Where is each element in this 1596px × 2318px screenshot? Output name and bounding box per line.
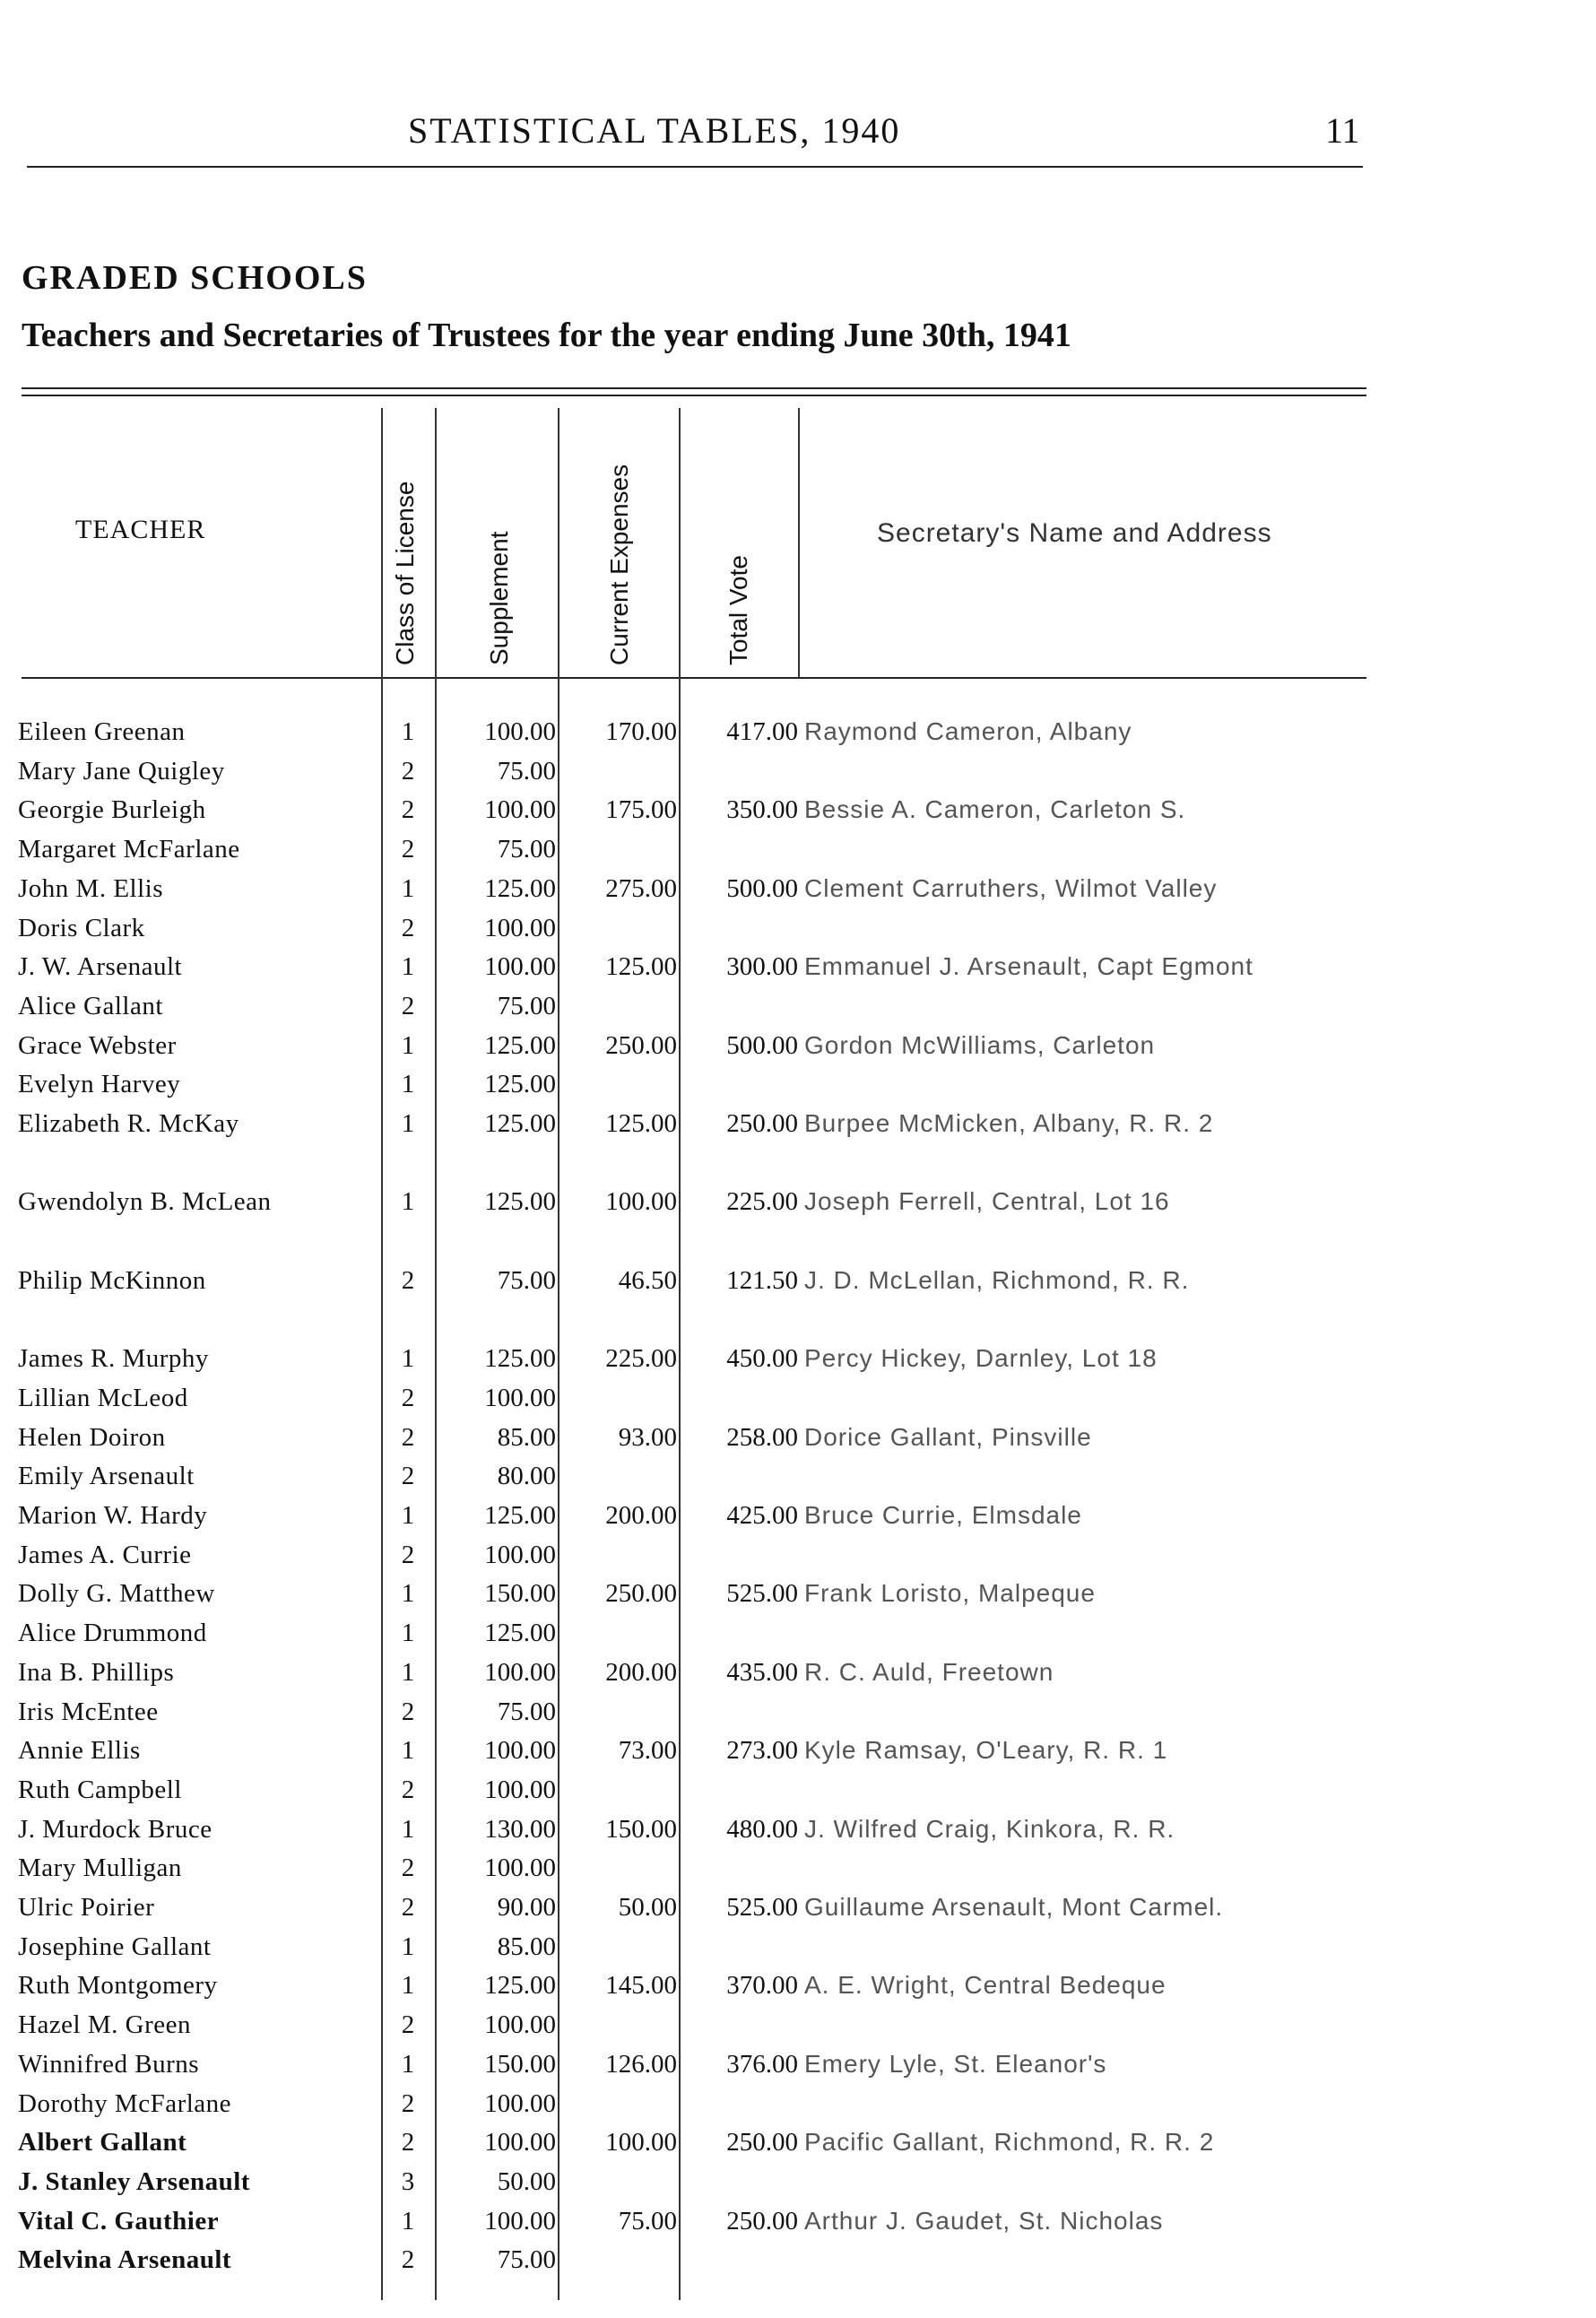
cell-teacher: Philip McKinnon <box>18 1265 206 1295</box>
cell-teacher: Mary Mulligan <box>18 1854 182 1883</box>
cell-secretary: Pacific Gallant, Richmond, R. R. 2 <box>804 2128 1215 2157</box>
column-divider <box>798 408 800 677</box>
cell-teacher: J. Murdock Bruce <box>18 1814 213 1844</box>
cell-teacher: Mary Jane Quigley <box>18 756 225 786</box>
cell-supplement: 85.00 <box>497 1422 556 1452</box>
cell-class: 2 <box>401 1462 415 1491</box>
cell-class: 1 <box>401 1579 415 1609</box>
cell-secretary: Gordon McWilliams, Carleton <box>804 1030 1156 1059</box>
cell-current: 93.00 <box>618 1422 677 1452</box>
cell-class: 1 <box>401 1736 415 1766</box>
cell-supplement: 125.00 <box>484 1619 556 1648</box>
cell-teacher: Alice Gallant <box>18 991 163 1020</box>
cell-supplement: 100.00 <box>484 2010 556 2040</box>
cell-teacher: Helen Doiron <box>18 1422 166 1452</box>
cell-teacher: Josephine Gallant <box>18 1932 212 1961</box>
cell-class: 1 <box>401 1971 415 2001</box>
cell-secretary: Bessie A. Cameron, Carleton S. <box>804 795 1186 824</box>
cell-teacher: Doris Clark <box>18 913 145 942</box>
cell-current: 50.00 <box>618 1893 677 1922</box>
page-number: 11 <box>1325 110 1360 151</box>
cell-supplement: 100.00 <box>484 913 556 942</box>
header-bottom-rule <box>22 677 1366 679</box>
cell-teacher: Alice Drummond <box>18 1619 207 1648</box>
cell-teacher: Gwendolyn B. McLean <box>18 1187 272 1217</box>
cell-class: 1 <box>401 1932 415 1961</box>
cell-class: 1 <box>401 952 415 982</box>
cell-total: 450.00 <box>726 1344 798 1374</box>
cell-class: 1 <box>401 1187 415 1217</box>
cell-current: 250.00 <box>605 1030 677 1060</box>
cell-supplement: 100.00 <box>484 2206 556 2236</box>
cell-secretary: Frank Loristo, Malpeque <box>804 1579 1096 1608</box>
cell-supplement: 125.00 <box>484 1187 556 1217</box>
column-divider <box>558 408 559 2300</box>
cell-teacher: Marion W. Hardy <box>18 1501 208 1530</box>
cell-total: 350.00 <box>726 795 798 825</box>
cell-current: 125.00 <box>605 1109 677 1138</box>
cell-supplement: 100.00 <box>484 952 556 982</box>
cell-supplement: 100.00 <box>484 1775 556 1804</box>
cell-total: 370.00 <box>726 1971 798 2001</box>
cell-teacher: Georgie Burleigh <box>18 795 206 825</box>
cell-teacher: Grace Webster <box>18 1030 177 1060</box>
cell-supplement: 125.00 <box>484 1344 556 1374</box>
cell-class: 2 <box>401 795 415 825</box>
column-header-class: Class of License <box>391 481 419 665</box>
cell-secretary: Emmanuel J. Arsenault, Capt Egmont <box>804 952 1253 981</box>
cell-secretary: Guillaume Arsenault, Mont Carmel. <box>804 1893 1224 1921</box>
cell-secretary: Burpee McMicken, Albany, R. R. 2 <box>804 1109 1214 1137</box>
cell-total: 250.00 <box>726 2128 798 2157</box>
cell-teacher: Ulric Poirier <box>18 1893 155 1922</box>
cell-class: 2 <box>401 2245 415 2275</box>
cell-supplement: 130.00 <box>484 1814 556 1844</box>
cell-total: 500.00 <box>726 1030 798 1060</box>
cell-current: 75.00 <box>618 2206 677 2236</box>
cell-secretary: Clement Carruthers, Wilmot Valley <box>804 873 1218 902</box>
cell-class: 1 <box>401 873 415 903</box>
cell-current: 73.00 <box>618 1736 677 1766</box>
cell-supplement: 100.00 <box>484 2088 556 2118</box>
cell-class: 1 <box>401 2206 415 2236</box>
cell-supplement: 100.00 <box>484 795 556 825</box>
cell-current: 125.00 <box>605 952 677 982</box>
cell-teacher: Ina B. Phillips <box>18 1657 175 1687</box>
cell-teacher: Annie Ellis <box>18 1736 141 1766</box>
column-header-secretary: Secretary's Name and Address <box>877 518 1272 548</box>
table-top-rule-2 <box>22 395 1366 396</box>
cell-teacher: Lillian McLeod <box>18 1383 188 1412</box>
column-header-teacher: TEACHER <box>75 515 206 544</box>
column-header-total: Total Vote <box>724 555 752 665</box>
cell-secretary: Emery Lyle, St. Eleanor's <box>804 2049 1107 2078</box>
running-title: STATISTICAL TABLES, 1940 <box>408 110 901 151</box>
cell-teacher: Elizabeth R. McKay <box>18 1109 239 1138</box>
cell-supplement: 100.00 <box>484 1854 556 1883</box>
cell-class: 2 <box>401 1540 415 1569</box>
cell-class: 1 <box>401 1070 415 1099</box>
column-header-supplement: Supplement <box>485 531 513 665</box>
cell-secretary: Arthur J. Gaudet, St. Nicholas <box>804 2206 1164 2235</box>
cell-supplement: 150.00 <box>484 2049 556 2079</box>
cell-class: 2 <box>401 1854 415 1883</box>
cell-class: 3 <box>401 2166 415 2196</box>
cell-class: 1 <box>401 1109 415 1138</box>
cell-class: 2 <box>401 1383 415 1412</box>
cell-total: 300.00 <box>726 952 798 982</box>
cell-teacher: Dorothy McFarlane <box>18 2088 232 2118</box>
cell-supplement: 75.00 <box>497 1697 556 1726</box>
cell-total: 225.00 <box>726 1187 798 1217</box>
cell-class: 2 <box>401 991 415 1020</box>
cell-teacher: James R. Murphy <box>18 1344 209 1374</box>
cell-teacher: James A. Currie <box>18 1540 192 1569</box>
cell-teacher: Melvina Arsenault <box>18 2245 232 2275</box>
cell-supplement: 125.00 <box>484 1030 556 1060</box>
cell-total: 525.00 <box>726 1893 798 1922</box>
section-subtitle: Teachers and Secretaries of Trustees for the year ending June 30th, 1941 <box>22 317 1071 354</box>
cell-secretary: A. E. Wright, Central Bedeque <box>804 1971 1167 2000</box>
cell-class: 1 <box>401 717 415 746</box>
cell-current: 200.00 <box>605 1501 677 1530</box>
cell-supplement: 80.00 <box>497 1462 556 1491</box>
cell-secretary: Kyle Ramsay, O'Leary, R. R. 1 <box>804 1736 1168 1765</box>
cell-class: 1 <box>401 1344 415 1374</box>
cell-total: 435.00 <box>726 1657 798 1687</box>
cell-total: 417.00 <box>726 717 798 746</box>
cell-total: 250.00 <box>726 1109 798 1138</box>
cell-secretary: R. C. Auld, Freetown <box>804 1657 1054 1686</box>
cell-supplement: 100.00 <box>484 1540 556 1569</box>
cell-total: 273.00 <box>726 1736 798 1766</box>
cell-teacher: J. Stanley Arsenault <box>18 2166 250 2196</box>
cell-secretary: J. Wilfred Craig, Kinkora, R. R. <box>804 1814 1175 1843</box>
header-rule <box>27 166 1363 168</box>
cell-secretary: J. D. McLellan, Richmond, R. R. <box>804 1265 1190 1294</box>
cell-total: 121.50 <box>726 1265 798 1295</box>
cell-supplement: 75.00 <box>497 756 556 786</box>
cell-teacher: J. W. Arsenault <box>18 952 183 982</box>
cell-class: 1 <box>401 1501 415 1530</box>
cell-supplement: 75.00 <box>497 835 556 864</box>
column-header-current: Current Expenses <box>605 464 633 665</box>
cell-total: 500.00 <box>726 873 798 903</box>
cell-total: 250.00 <box>726 2206 798 2236</box>
cell-total: 480.00 <box>726 1814 798 1844</box>
cell-supplement: 90.00 <box>497 1893 556 1922</box>
cell-current: 250.00 <box>605 1579 677 1609</box>
cell-supplement: 75.00 <box>497 991 556 1020</box>
cell-supplement: 125.00 <box>484 1501 556 1530</box>
cell-current: 46.50 <box>618 1265 677 1295</box>
cell-teacher: Margaret McFarlane <box>18 835 240 864</box>
cell-current: 100.00 <box>605 2128 677 2157</box>
cell-supplement: 100.00 <box>484 1657 556 1687</box>
table-top-rule <box>22 387 1366 389</box>
cell-teacher: Dolly G. Matthew <box>18 1579 215 1609</box>
cell-teacher: Eileen Greenan <box>18 717 186 746</box>
cell-class: 2 <box>401 756 415 786</box>
cell-secretary: Dorice Gallant, Pinsville <box>804 1422 1092 1451</box>
cell-supplement: 100.00 <box>484 717 556 746</box>
cell-class: 2 <box>401 1893 415 1922</box>
cell-total: 258.00 <box>726 1422 798 1452</box>
cell-supplement: 100.00 <box>484 2128 556 2157</box>
cell-supplement: 125.00 <box>484 1109 556 1138</box>
cell-secretary: Joseph Ferrell, Central, Lot 16 <box>804 1187 1170 1216</box>
cell-class: 2 <box>401 1697 415 1726</box>
cell-supplement: 125.00 <box>484 1971 556 2001</box>
cell-supplement: 75.00 <box>497 1265 556 1295</box>
cell-class: 2 <box>401 2128 415 2157</box>
cell-class: 1 <box>401 1657 415 1687</box>
cell-current: 175.00 <box>605 795 677 825</box>
cell-class: 2 <box>401 835 415 864</box>
cell-teacher: Emily Arsenault <box>18 1462 195 1491</box>
cell-class: 2 <box>401 1422 415 1452</box>
cell-current: 275.00 <box>605 873 677 903</box>
cell-current: 225.00 <box>605 1344 677 1374</box>
cell-supplement: 125.00 <box>484 1070 556 1099</box>
cell-supplement: 100.00 <box>484 1736 556 1766</box>
cell-teacher: Albert Gallant <box>18 2128 187 2157</box>
column-divider <box>679 408 681 2300</box>
cell-secretary: Bruce Currie, Elmsdale <box>804 1501 1082 1529</box>
cell-teacher: John M. Ellis <box>18 873 163 903</box>
cell-current: 100.00 <box>605 1187 677 1217</box>
cell-current: 150.00 <box>605 1814 677 1844</box>
cell-class: 1 <box>401 1619 415 1648</box>
cell-total: 376.00 <box>726 2049 798 2079</box>
cell-teacher: Ruth Montgomery <box>18 1971 218 2001</box>
cell-current: 145.00 <box>605 1971 677 2001</box>
cell-class: 2 <box>401 1265 415 1295</box>
cell-supplement: 85.00 <box>497 1932 556 1961</box>
cell-teacher: Hazel M. Green <box>18 2010 191 2040</box>
cell-supplement: 75.00 <box>497 2245 556 2275</box>
cell-class: 1 <box>401 2049 415 2079</box>
cell-secretary: Percy Hickey, Darnley, Lot 18 <box>804 1344 1158 1373</box>
cell-class: 1 <box>401 1030 415 1060</box>
cell-class: 2 <box>401 2010 415 2040</box>
cell-total: 425.00 <box>726 1501 798 1530</box>
cell-teacher: Evelyn Harvey <box>18 1070 181 1099</box>
cell-secretary: Raymond Cameron, Albany <box>804 717 1132 745</box>
cell-teacher: Vital C. Gauthier <box>18 2206 220 2236</box>
cell-supplement: 50.00 <box>497 2166 556 2196</box>
column-divider <box>435 408 437 2300</box>
cell-supplement: 100.00 <box>484 1383 556 1412</box>
cell-current: 200.00 <box>605 1657 677 1687</box>
column-divider <box>381 408 383 2300</box>
cell-current: 170.00 <box>605 717 677 746</box>
cell-class: 2 <box>401 913 415 942</box>
cell-teacher: Winnifred Burns <box>18 2049 200 2079</box>
cell-supplement: 150.00 <box>484 1579 556 1609</box>
cell-class: 1 <box>401 1814 415 1844</box>
cell-class: 2 <box>401 2088 415 2118</box>
cell-total: 525.00 <box>726 1579 798 1609</box>
cell-current: 126.00 <box>605 2049 677 2079</box>
cell-supplement: 125.00 <box>484 873 556 903</box>
cell-teacher: Ruth Campbell <box>18 1775 182 1804</box>
cell-teacher: Iris McEntee <box>18 1697 159 1726</box>
cell-class: 2 <box>401 1775 415 1804</box>
section-title: GRADED SCHOOLS <box>22 259 368 297</box>
